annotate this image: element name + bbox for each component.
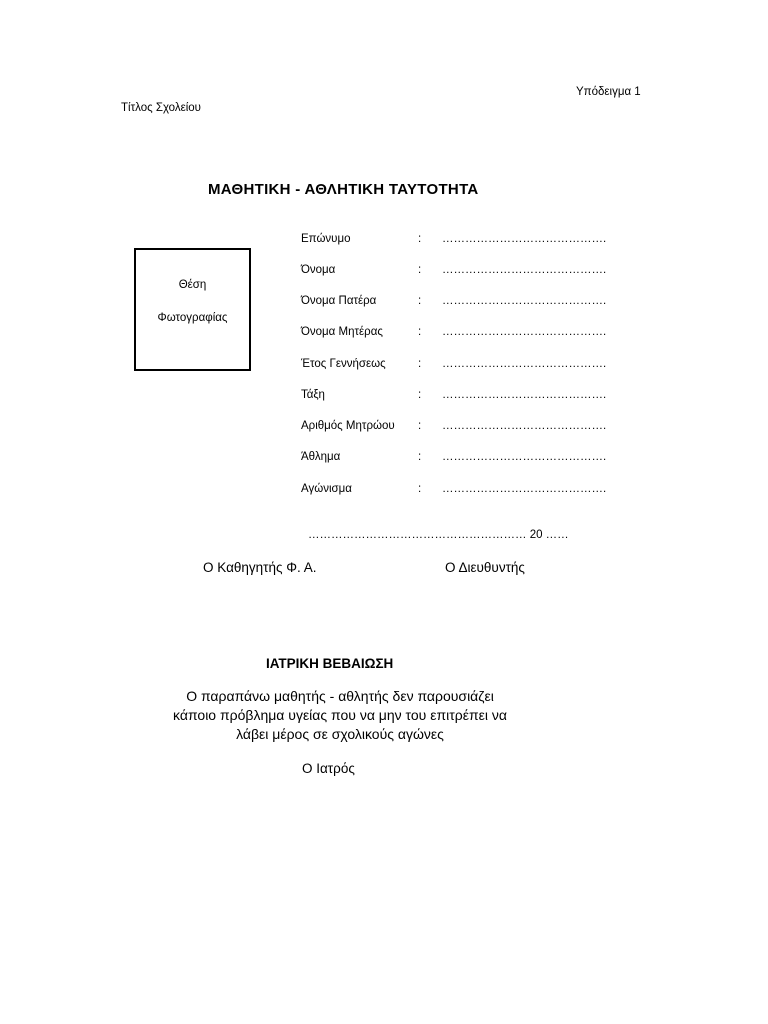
- field-row-father-name: [301, 295, 641, 311]
- teacher-signature: Ο Καθηγητής Φ. Α.: [203, 560, 317, 575]
- field-value[interactable]: …………………………………….: [442, 389, 607, 401]
- field-colon: :: [418, 358, 422, 370]
- field-colon: :: [418, 389, 422, 401]
- medical-text-line: λάβει μέρος σε σχολικούς αγώνες: [236, 726, 444, 742]
- field-row-mother-name: [301, 326, 641, 342]
- field-label: Άθλημα: [301, 451, 341, 463]
- field-label: Όνομα: [301, 264, 336, 276]
- field-value[interactable]: …………………………………….: [442, 483, 607, 495]
- field-colon: :: [418, 295, 422, 307]
- field-label: Αριθμός Μητρώου: [301, 420, 395, 432]
- field-value[interactable]: …………………………………….: [442, 326, 607, 338]
- field-row-registry-number: [301, 420, 641, 436]
- field-label: Όνομα Πατέρα: [301, 295, 377, 307]
- director-signature: Ο Διευθυντής: [445, 560, 525, 575]
- field-colon: :: [418, 483, 422, 495]
- field-row-birth-year: [301, 358, 641, 374]
- field-row-event: [301, 483, 641, 499]
- photo-label-line2: Φωτογραφίας: [157, 312, 228, 324]
- school-title: Τίτλος Σχολείου: [121, 102, 201, 114]
- card-title: ΜΑΘΗΤΙΚΗ - ΑΘΛΗΤΙΚΗ ΤΑΥΤΟΤΗΤΑ: [208, 181, 479, 198]
- field-colon: :: [418, 233, 422, 245]
- field-label: Αγώνισμα: [301, 483, 352, 495]
- doctor-signature: Ο Ιατρός: [302, 761, 355, 776]
- field-row-class: [301, 389, 641, 405]
- field-value[interactable]: …………………………………….: [442, 264, 607, 276]
- field-value[interactable]: …………………………………….: [442, 451, 607, 463]
- field-value[interactable]: …………………………………….: [442, 295, 607, 307]
- field-row-first-name: [301, 264, 641, 280]
- field-value[interactable]: …………………………………….: [442, 358, 607, 370]
- field-label: Επώνυμο: [301, 233, 351, 245]
- medical-text-line: Ο παραπάνω μαθητής - αθλητής δεν παρουσιάζει: [186, 688, 494, 704]
- sample-label: Υπόδειγμα 1: [576, 86, 641, 98]
- field-row-surname: [301, 233, 641, 249]
- field-row-sport: [301, 451, 641, 467]
- field-label: Τάξη: [301, 389, 325, 401]
- photo-placeholder: [134, 248, 251, 371]
- medical-text: [140, 687, 540, 744]
- medical-text-line: κάποιο πρόβλημα υγείας που να μην του επιτρέπει να: [173, 707, 507, 723]
- field-label: Έτος Γεννήσεως: [301, 358, 386, 370]
- medical-title: ΙΑΤΡΙΚΗ ΒΕΒΑΙΩΣΗ: [266, 656, 394, 671]
- field-colon: :: [418, 264, 422, 276]
- field-value[interactable]: …………………………………….: [442, 233, 607, 245]
- date-line[interactable]: ………………………………………………… 20 ……: [308, 529, 569, 541]
- field-colon: :: [418, 326, 422, 338]
- field-colon: :: [418, 451, 422, 463]
- field-colon: :: [418, 420, 422, 432]
- field-label: Όνομα Μητέρας: [301, 326, 383, 338]
- photo-label-line1: Θέση: [178, 279, 207, 291]
- field-value[interactable]: …………………………………….: [442, 420, 607, 432]
